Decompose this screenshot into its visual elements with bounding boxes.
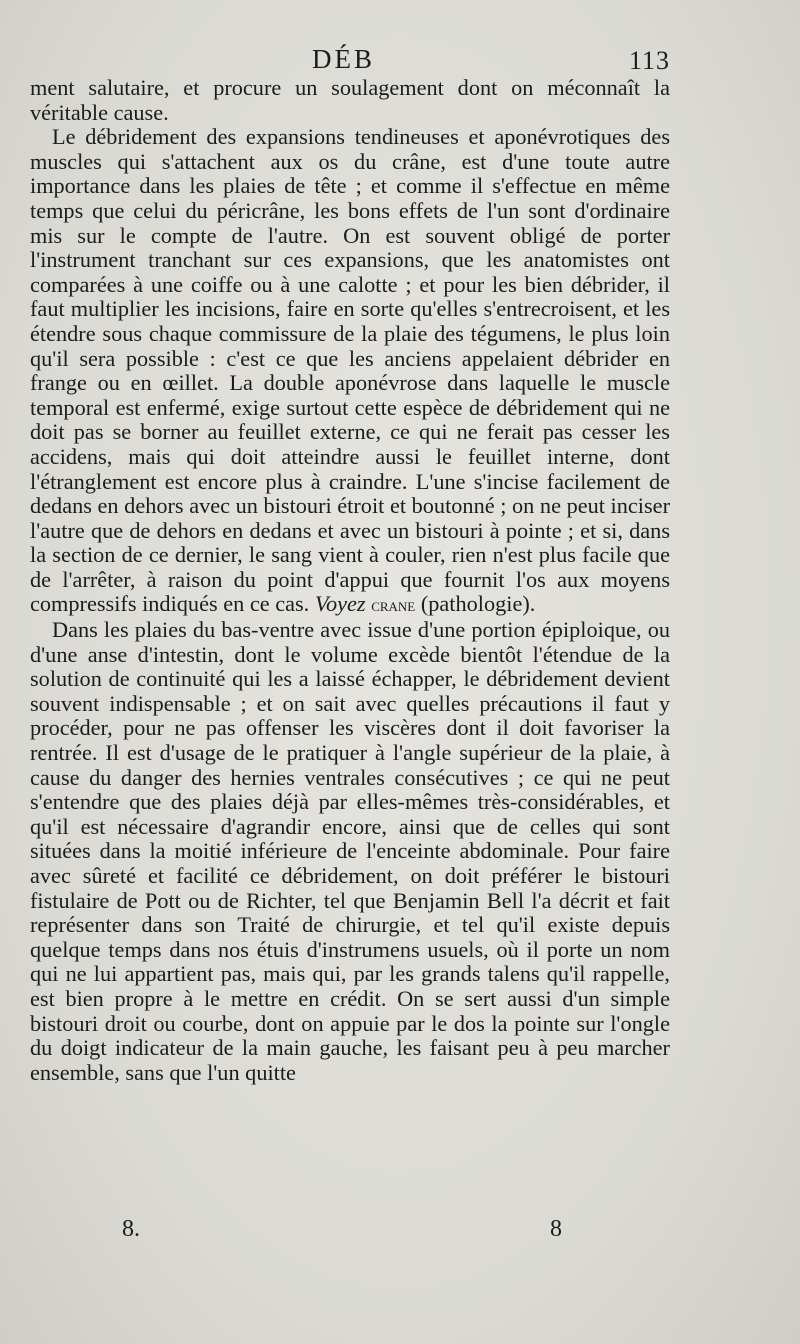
cross-reference-label: Voyez [314,591,366,617]
cross-reference-tail: (pathologie). [420,591,536,617]
paragraph-2 [30,125,670,618]
page-footer [30,1216,670,1246]
paragraph-1 [30,76,670,125]
signature-mark-left: 8. [122,1216,140,1242]
page-number: 113 [628,46,670,75]
paragraph-3-text: Dans les plaies du bas-ventre avec issue d'une portion épiploique, ou d'une anse d'intestin, dont le volume excède bientôt l'étendue de la solution de continuité qui les a laissé échapper, le débridement devient souvent indispensable ; et on sait avec quelles précautions il faut y procéder, pour ne pas offenser les viscères dont il doit favoriser la rentrée. Il est d'usage de le pratiquer à l'angle supérieur de la plaie, à cause du danger des hernies ventrales consécutives ; ce qui ne peut s'entendre que des plaies déjà par elles-mêmes très-considérables, et qu'il est nécessaire d'agrandir encore, ainsi que de celles qui sont situées dans la moitié inférieure de l'enceinte abdominale. Pour faire avec sûreté et facilité ce débridement, on doit préférer le bistouri fistulaire de Pott ou de Richter, tel que Benjamin Bell l'a décrit et fait représenter dans son Traité de chirurgie, et tel qu'il existe depuis quelque temps dans nos étuis d'instrumens usuels, où il porte un nom qui ne lui appartient pas, mais qui, par les grands talens qu'il rappelle, est bien propre à le mettre en crédit. On se sert aussi d'un simple bistouri droit ou courbe, dont on appuie par le dos la pointe sur l'ongle du doigt indicateur de la main gauche, les faisant peu à peu marcher ensemble, sans que l'un quitte [30,617,670,1085]
cross-reference-target: crane [371,595,416,616]
paragraph-3 [30,618,670,1085]
signature-mark-right: 8 [550,1216,562,1242]
running-title: DÉB [312,44,375,74]
paragraph-1-text: ment salutaire, et procure un soulagement dont on méconnaît la véritable cause. [30,75,670,125]
body-text [30,76,670,1085]
paragraph-2-text: Le débridement des expansions tendineuses et aponévrotiques des muscles qui s'attachent aux os du crâne, est d'une toute autre importance dans les plaies de tête ; et comme il s'effectue en même temps que celui du péricrâne, les bons effets de l'un sont d'ordinaire mis sur le compte de l'autre. On est souvent obligé de porter l'instrument tranchant sur ces expansions, que les anatomistes ont comparées à une coiffe ou à une calotte ; et pour les bien débrider, il faut multiplier les incisions, faire en sorte qu'elles s'entrecroisent, et les étendre sous chaque commissure de la plaie des tégumens, le plus loin qu'il sera possible : c'est ce que les anciens appelaient débrider en frange ou en œillet. La double aponévrose dans laquelle le muscle temporal est enfermé, exige surtout cette espèce de débridement qui ne doit pas se borner au feuillet externe, ce qui ne ferait pas cesser les accidens, mais qui doit atteindre aussi le feuillet interne, dont l'étranglement est encore plus à craindre. L'une s'incise facilement de dedans en dehors avec un bistouri étroit et boutonné ; on ne peut inciser l'autre que de dehors en dedans et avec un bistouri à pointe ; et si, dans la section de ce dernier, le sang vient à couler, rien n'est plus facile que de l'arrêter, à raison du point d'appui que fournit l'os aux moyens compressifs indiqués en ce cas. [30,124,670,617]
